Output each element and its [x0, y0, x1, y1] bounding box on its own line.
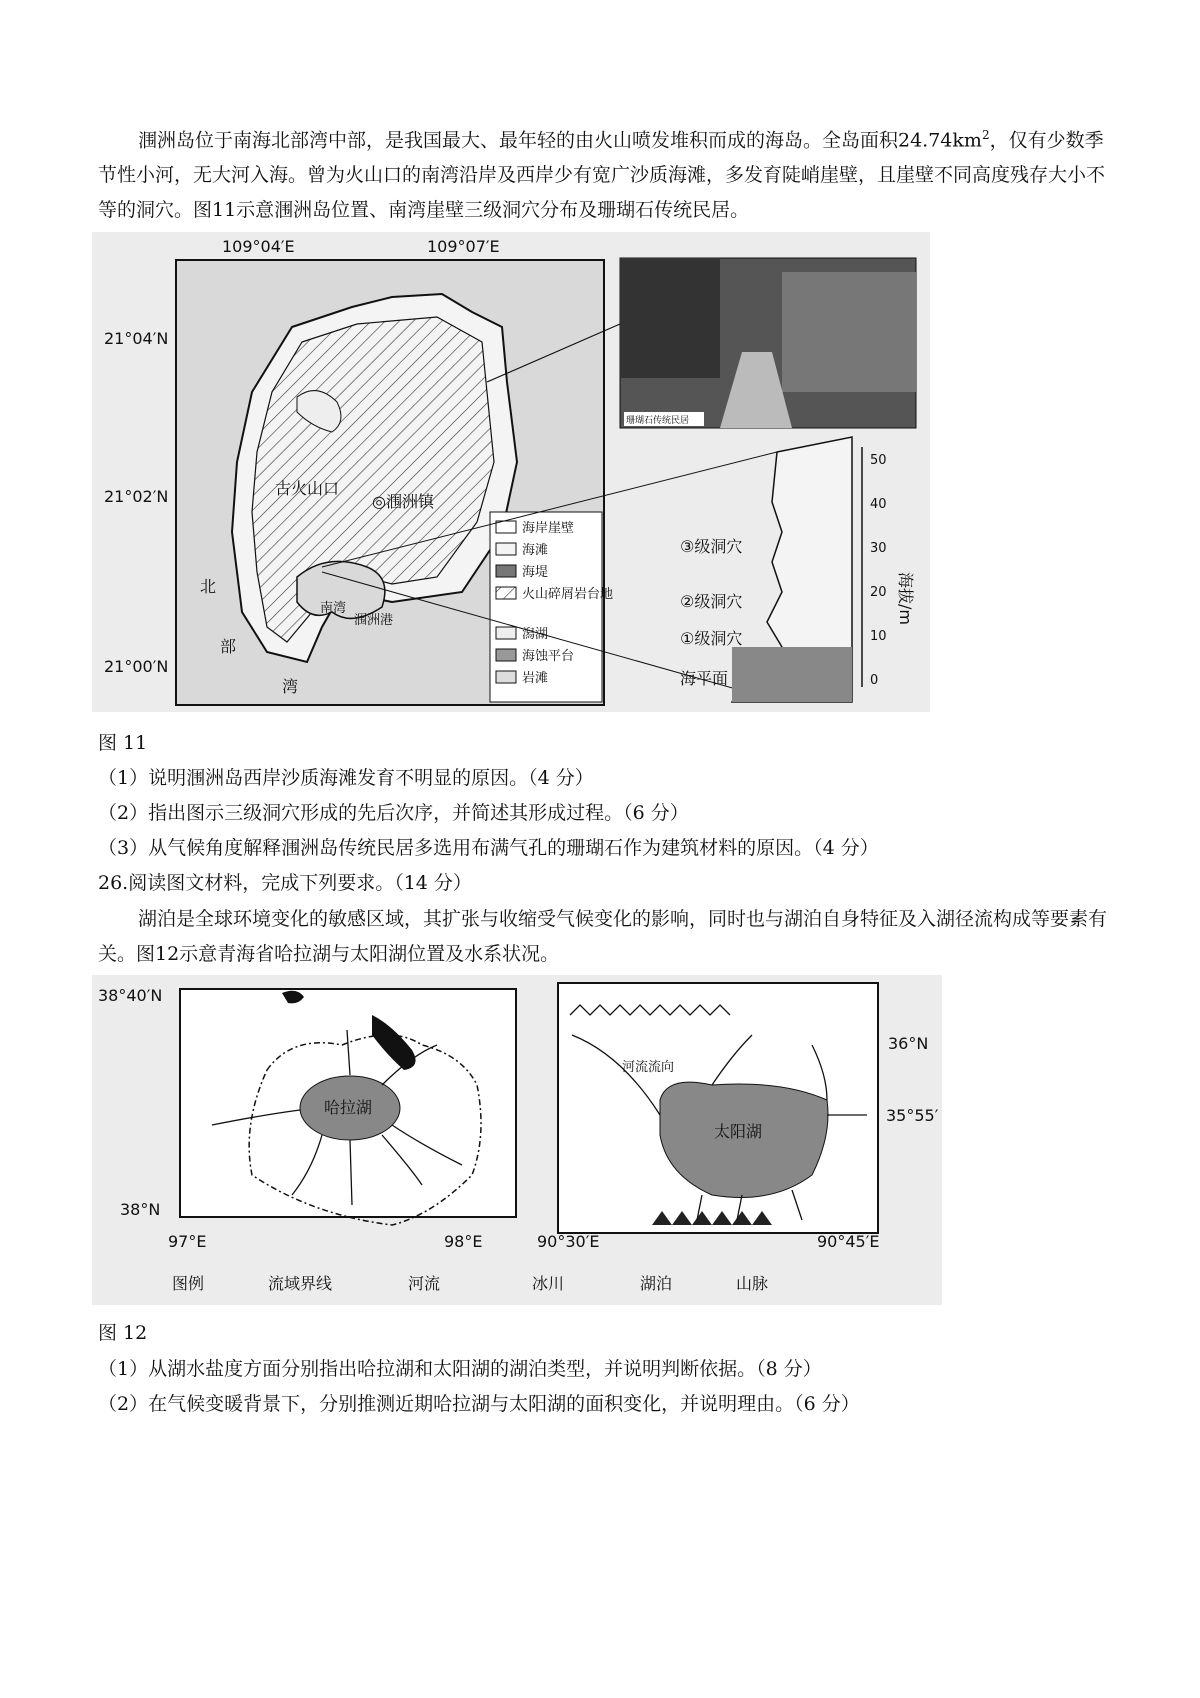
- sun-lon-right: 90°45′E: [817, 1232, 880, 1251]
- sea-level-label: 海平面: [680, 669, 729, 688]
- passage-superscript: 2: [981, 128, 990, 142]
- cave-3-label: ③级洞穴: [680, 537, 743, 556]
- figure-11-caption: 图 11: [98, 732, 148, 754]
- hala-lake-label: 哈拉湖: [324, 1098, 373, 1117]
- cave-2-label: ②级洞穴: [680, 592, 743, 611]
- profile-tick-30: 30: [870, 541, 887, 556]
- figure-12-caption: 图 12: [98, 1322, 148, 1344]
- question-2-2: （2）在气候变暖背景下，分别推测近期哈拉湖与太阳湖的面积变化，并说明理由。（6 分）: [98, 1393, 860, 1415]
- profile-axis-label: 海拔/m: [896, 572, 915, 625]
- legend-title: 图例: [172, 1274, 205, 1293]
- sun-lake-label: 太阳湖: [714, 1122, 763, 1141]
- cave-1-label: ①级洞穴: [680, 629, 743, 648]
- profile-tick-40: 40: [870, 497, 887, 512]
- figure-11: [92, 232, 930, 712]
- question-1-2: （2）指出图示三级洞穴形成的先后次序，并简述其形成过程。（6 分）: [98, 802, 689, 824]
- passage-26: [98, 902, 1108, 972]
- hala-lon-left: 97°E: [168, 1232, 207, 1251]
- legend-basin: 流域界线: [268, 1274, 333, 1293]
- sun-lat-top: 36°N: [888, 1034, 929, 1053]
- profile-tick-10: 10: [870, 629, 887, 644]
- hala-lat-top: 38°40′N: [98, 986, 163, 1005]
- legend-rock-beach: 岩滩: [522, 671, 549, 686]
- coral-house-photo: [620, 258, 916, 428]
- map-legend: [490, 512, 613, 702]
- hala-lon-right: 98°E: [444, 1232, 483, 1251]
- sun-lat-mid: 35°55′: [886, 1106, 939, 1125]
- port-label: 涠洲港: [354, 613, 394, 628]
- legend-glacier: 冰川: [532, 1274, 565, 1293]
- figure-12-svg: [92, 975, 942, 1305]
- lon-label-2: 109°07′E: [427, 237, 500, 256]
- passage-text: 涠洲岛位于南海北部湾中部，是我国最大、最年轻的由火山喷发堆积而成的海岛。全岛面积24.74km: [138, 129, 982, 152]
- legend-mountain: 山脉: [736, 1274, 769, 1293]
- legend-platform: 火山碎屑岩台地: [522, 587, 614, 602]
- passage-text-2: ，仅有少数季节性小河，无大河入海。曾为火山口的南湾沿岸及西岸少有宽广沙质海滩，多发育陡峭崖壁，且崖壁不同高度残存大小不等的洞穴。图11示意涠洲岛位置、南湾崖壁三级洞穴分布及珊瑚石传统民居。: [98, 129, 1106, 222]
- lon-label-1: 109°04′E: [222, 237, 295, 256]
- legend-river: 河流: [408, 1274, 441, 1293]
- profile-tick-0: 0: [870, 673, 879, 688]
- legend-lagoon: 潟湖: [522, 627, 549, 642]
- legend-beach: 海滩: [522, 543, 549, 558]
- hala-lat-bottom: 38°N: [120, 1200, 161, 1219]
- sea-char-3: 湾: [282, 677, 299, 696]
- sun-lon-left: 90°30′E: [537, 1232, 600, 1251]
- profile-tick-50: 50: [870, 453, 887, 468]
- passage-weizhou: [98, 118, 1108, 228]
- legend-wave-platform: 海蚀平台: [522, 649, 575, 664]
- passage-26-text: 湖泊是全球环境变化的敏感区域，其扩张与收缩受气候变化的影响，同时也与湖泊自身特征及入湖径流构成等要素有关。图12示意青海省哈拉湖与太阳湖位置及水系状况。: [98, 908, 1108, 965]
- photo-caption: 珊瑚石传统民居: [626, 416, 690, 426]
- question-2-1: （1）从湖水盐度方面分别指出哈拉湖和太阳湖的湖泊类型，并说明判断依据。（8 分）: [98, 1358, 822, 1380]
- sea-char-1: 北: [200, 577, 217, 596]
- lat-label-2: 21°02′N: [104, 487, 169, 506]
- profile-tick-20: 20: [870, 585, 887, 600]
- crater-label: 古火山口: [275, 479, 340, 498]
- town-label: ◎涠洲镇: [372, 492, 434, 511]
- question-1-3: （3）从气候角度解释涠洲岛传统民居多选用布满气孔的珊瑚石作为建筑材料的原因。（4 分）: [98, 837, 879, 859]
- figure-12: [92, 975, 942, 1305]
- lat-label-1: 21°04′N: [104, 329, 169, 348]
- legend-cliff: 海岸崖壁: [522, 521, 575, 536]
- lat-label-3: 21°00′N: [104, 657, 169, 676]
- cliff-profile: [680, 437, 915, 702]
- legend-lake: 湖泊: [640, 1274, 673, 1293]
- flow-direction-label: 河流流向: [622, 1060, 675, 1075]
- sea-char-2: 部: [220, 637, 237, 656]
- bay-label: 南湾: [320, 601, 347, 616]
- figure-11-svg: [92, 232, 930, 712]
- legend-dyke: 海堤: [522, 565, 549, 580]
- question-1-1: （1）说明涠洲岛西岸沙质海滩发育不明显的原因。（4 分）: [98, 767, 594, 789]
- question-26-title: 26.阅读图文材料，完成下列要求。（14 分）: [98, 872, 472, 894]
